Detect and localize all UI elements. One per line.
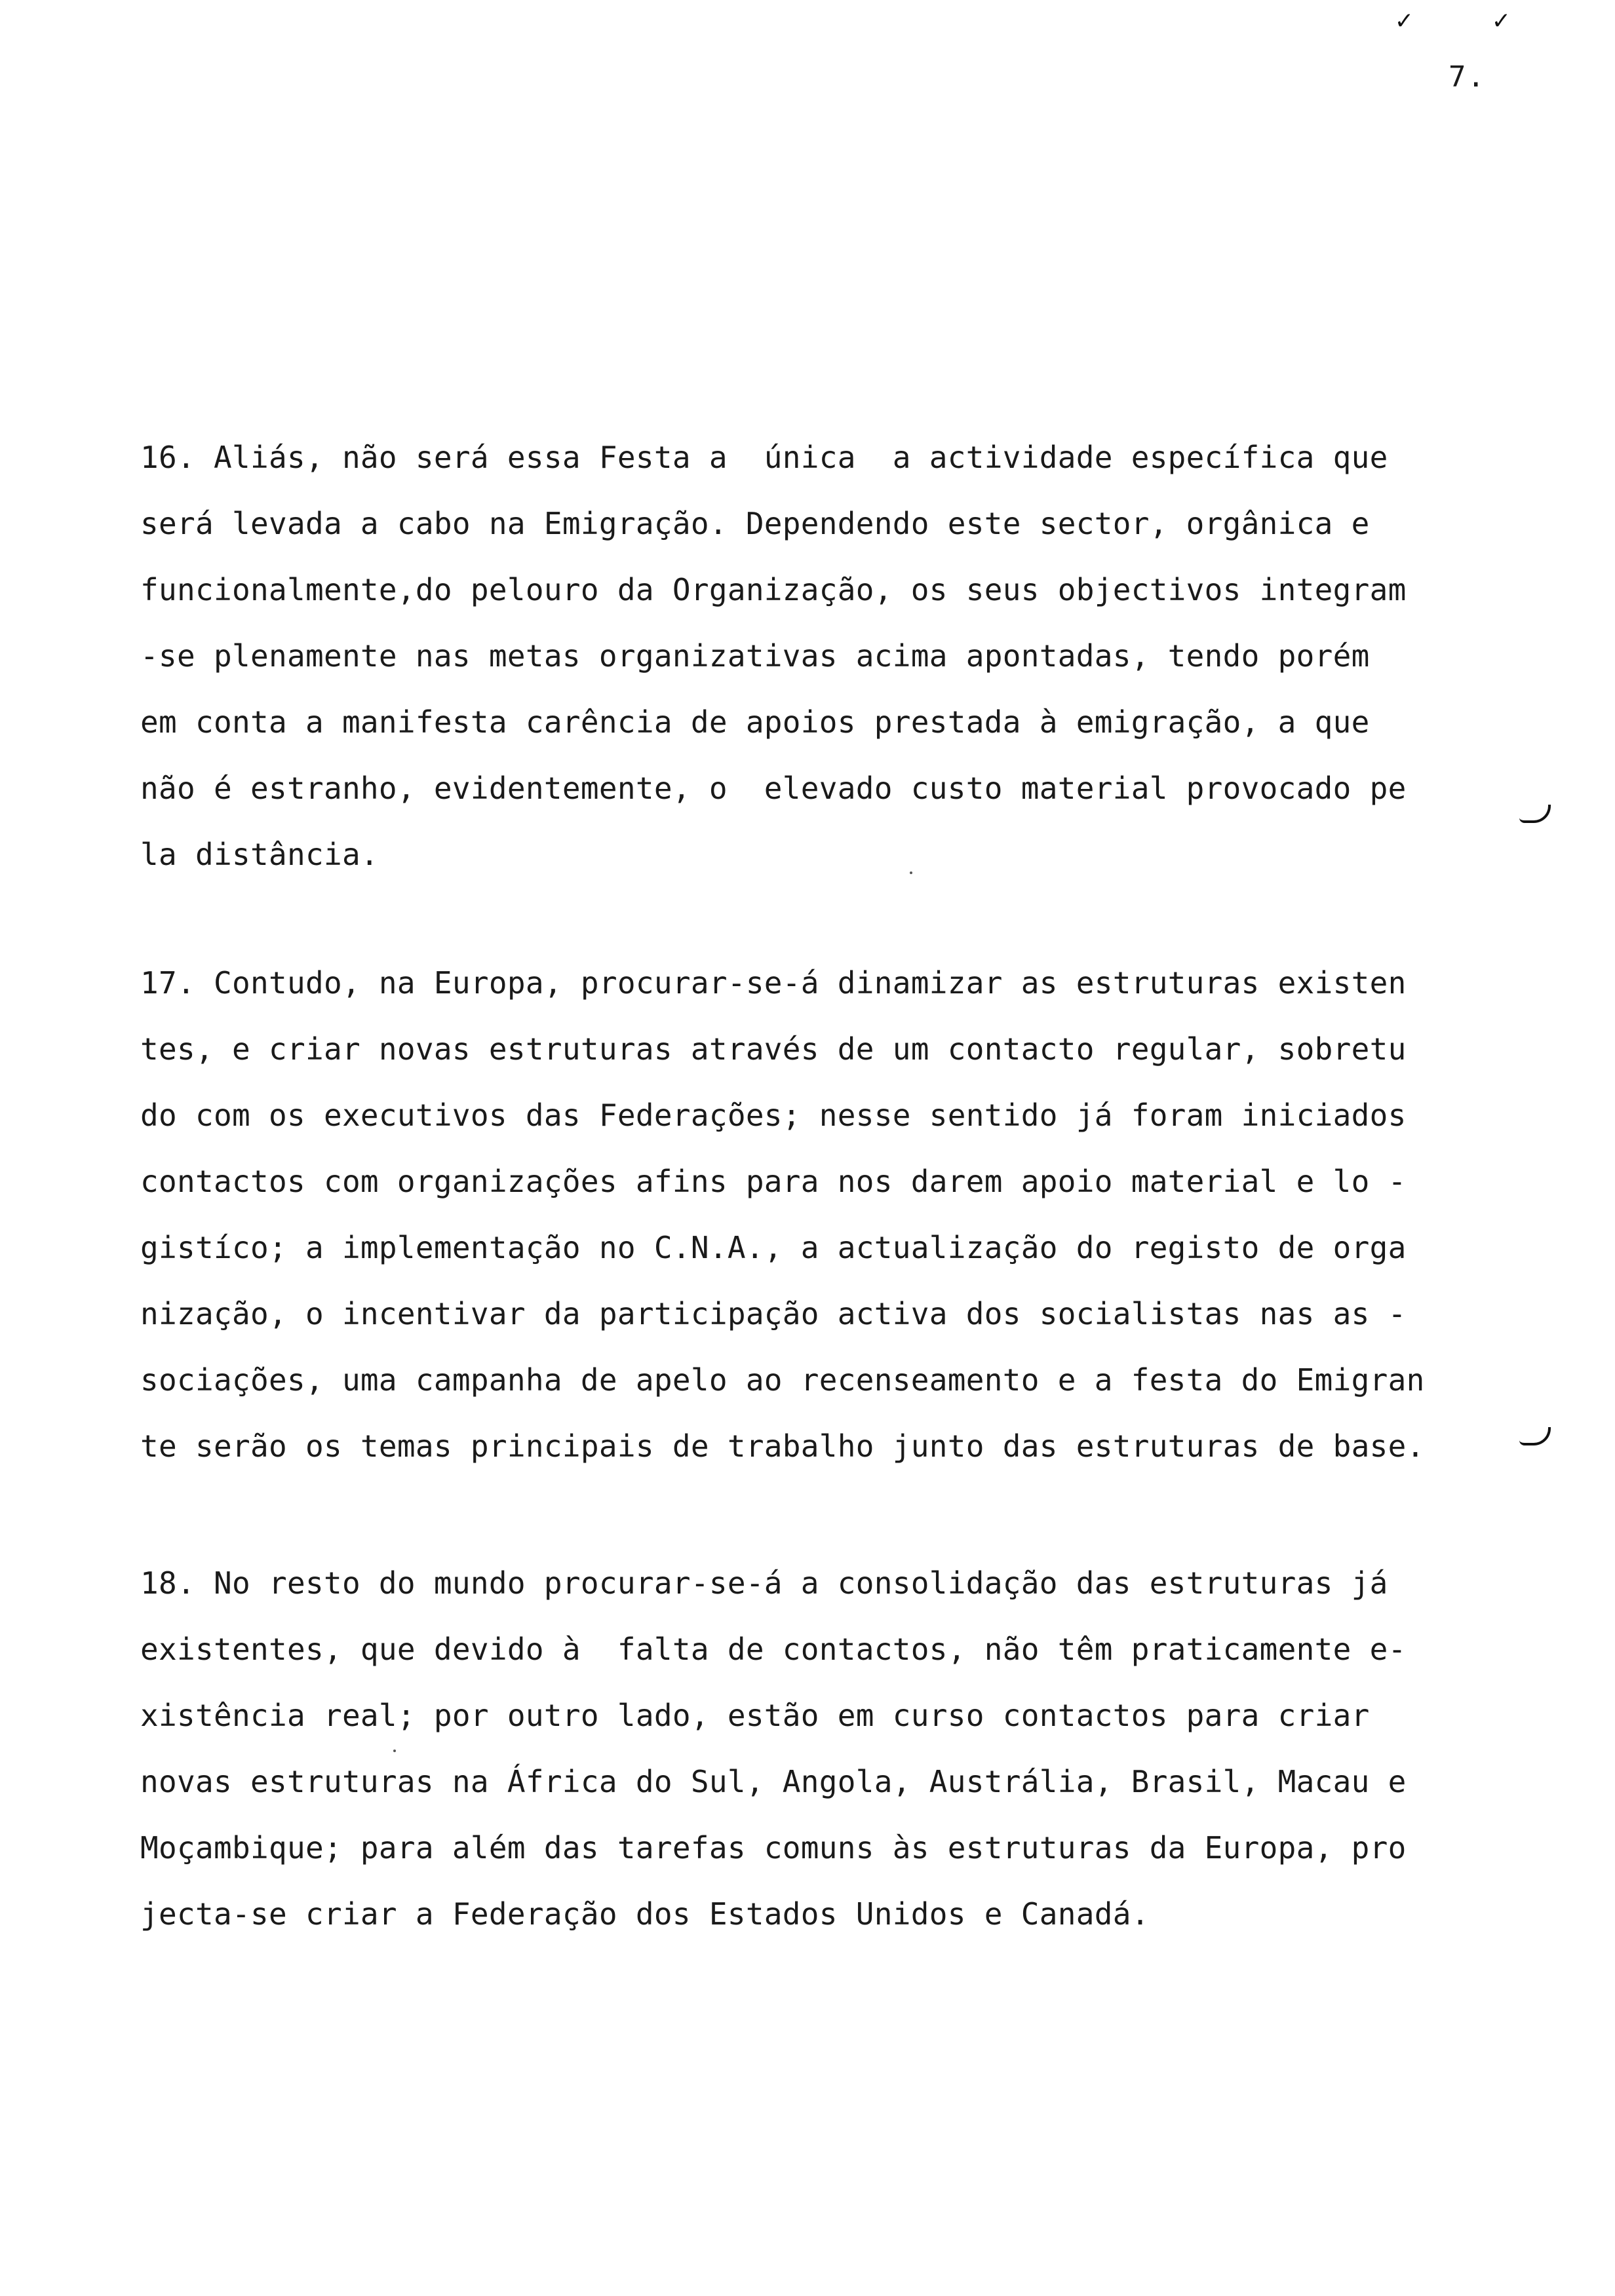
page-number: 7. (1449, 60, 1486, 94)
text-line: sociações, uma campanha de apelo ao recenseamento e a festa do Emigran (140, 1362, 1425, 1398)
scan-speck (910, 871, 912, 874)
text-line: do com os executivos das Federações; nesse sentido já foram iniciados (140, 1098, 1407, 1133)
text-line: la distância. (140, 837, 379, 872)
text-line: existentes, que devido à falta de contactos, não têm praticamente e- (140, 1632, 1407, 1667)
text-line: 16. Aliás, não será essa Festa a única a actividade específica que (140, 440, 1388, 475)
text-line: gistíco; a implementação no C.N.A., a actualização do registo de orga (140, 1230, 1407, 1265)
text-line: nização, o incentivar da participação activa dos socialistas nas as - (140, 1296, 1407, 1331)
text-line: em conta a manifesta carência de apoios prestada à emigração, a que (140, 704, 1370, 740)
text-line: não é estranho, evidentemente, o elevado custo material provocado pe (140, 771, 1407, 806)
text-line: Moçambique; para além das tarefas comuns às estruturas da Europa, pro (140, 1830, 1407, 1866)
text-line: te serão os temas principais de trabalho junto das estruturas de base. (140, 1428, 1425, 1464)
check-mark-icon: ✓ (1493, 5, 1509, 35)
text-line: novas estruturas na África do Sul, Angola, Austrália, Brasil, Macau e (140, 1764, 1407, 1799)
check-mark-icon: ✓ (1396, 5, 1412, 35)
paragraph-18 (140, 1550, 1523, 1947)
text-line: 18. No resto do mundo procurar-se-á a consolidação das estruturas já (140, 1565, 1388, 1601)
paragraph-17 (140, 950, 1523, 1480)
text-line: tes, e criar novas estruturas através de um contacto regular, sobretu (140, 1031, 1407, 1067)
text-line: -se plenamente nas metas organizativas acima apontadas, tendo porém (140, 638, 1370, 674)
text-line: contactos com organizações afins para nos darem apoio material e lo - (140, 1164, 1407, 1199)
margin-tick-icon (1519, 1427, 1551, 1445)
text-line: 17. Contudo, na Europa, procurar-se-á dinamizar as estruturas existen (140, 965, 1407, 1001)
text-line: funcionalmente,do pelouro da Organização, os seus objectivos integram (140, 572, 1407, 607)
margin-tick-icon (1519, 805, 1551, 823)
text-line: será levada a cabo na Emigração. Dependendo este sector, orgânica e (140, 506, 1370, 541)
paragraph-16 (140, 425, 1523, 888)
text-line: jecta-se criar a Federação dos Estados Unidos e Canadá. (140, 1896, 1150, 1932)
scan-speck (393, 1750, 396, 1752)
text-line: xistência real; por outro lado, estão em curso contactos para criar (140, 1698, 1370, 1733)
